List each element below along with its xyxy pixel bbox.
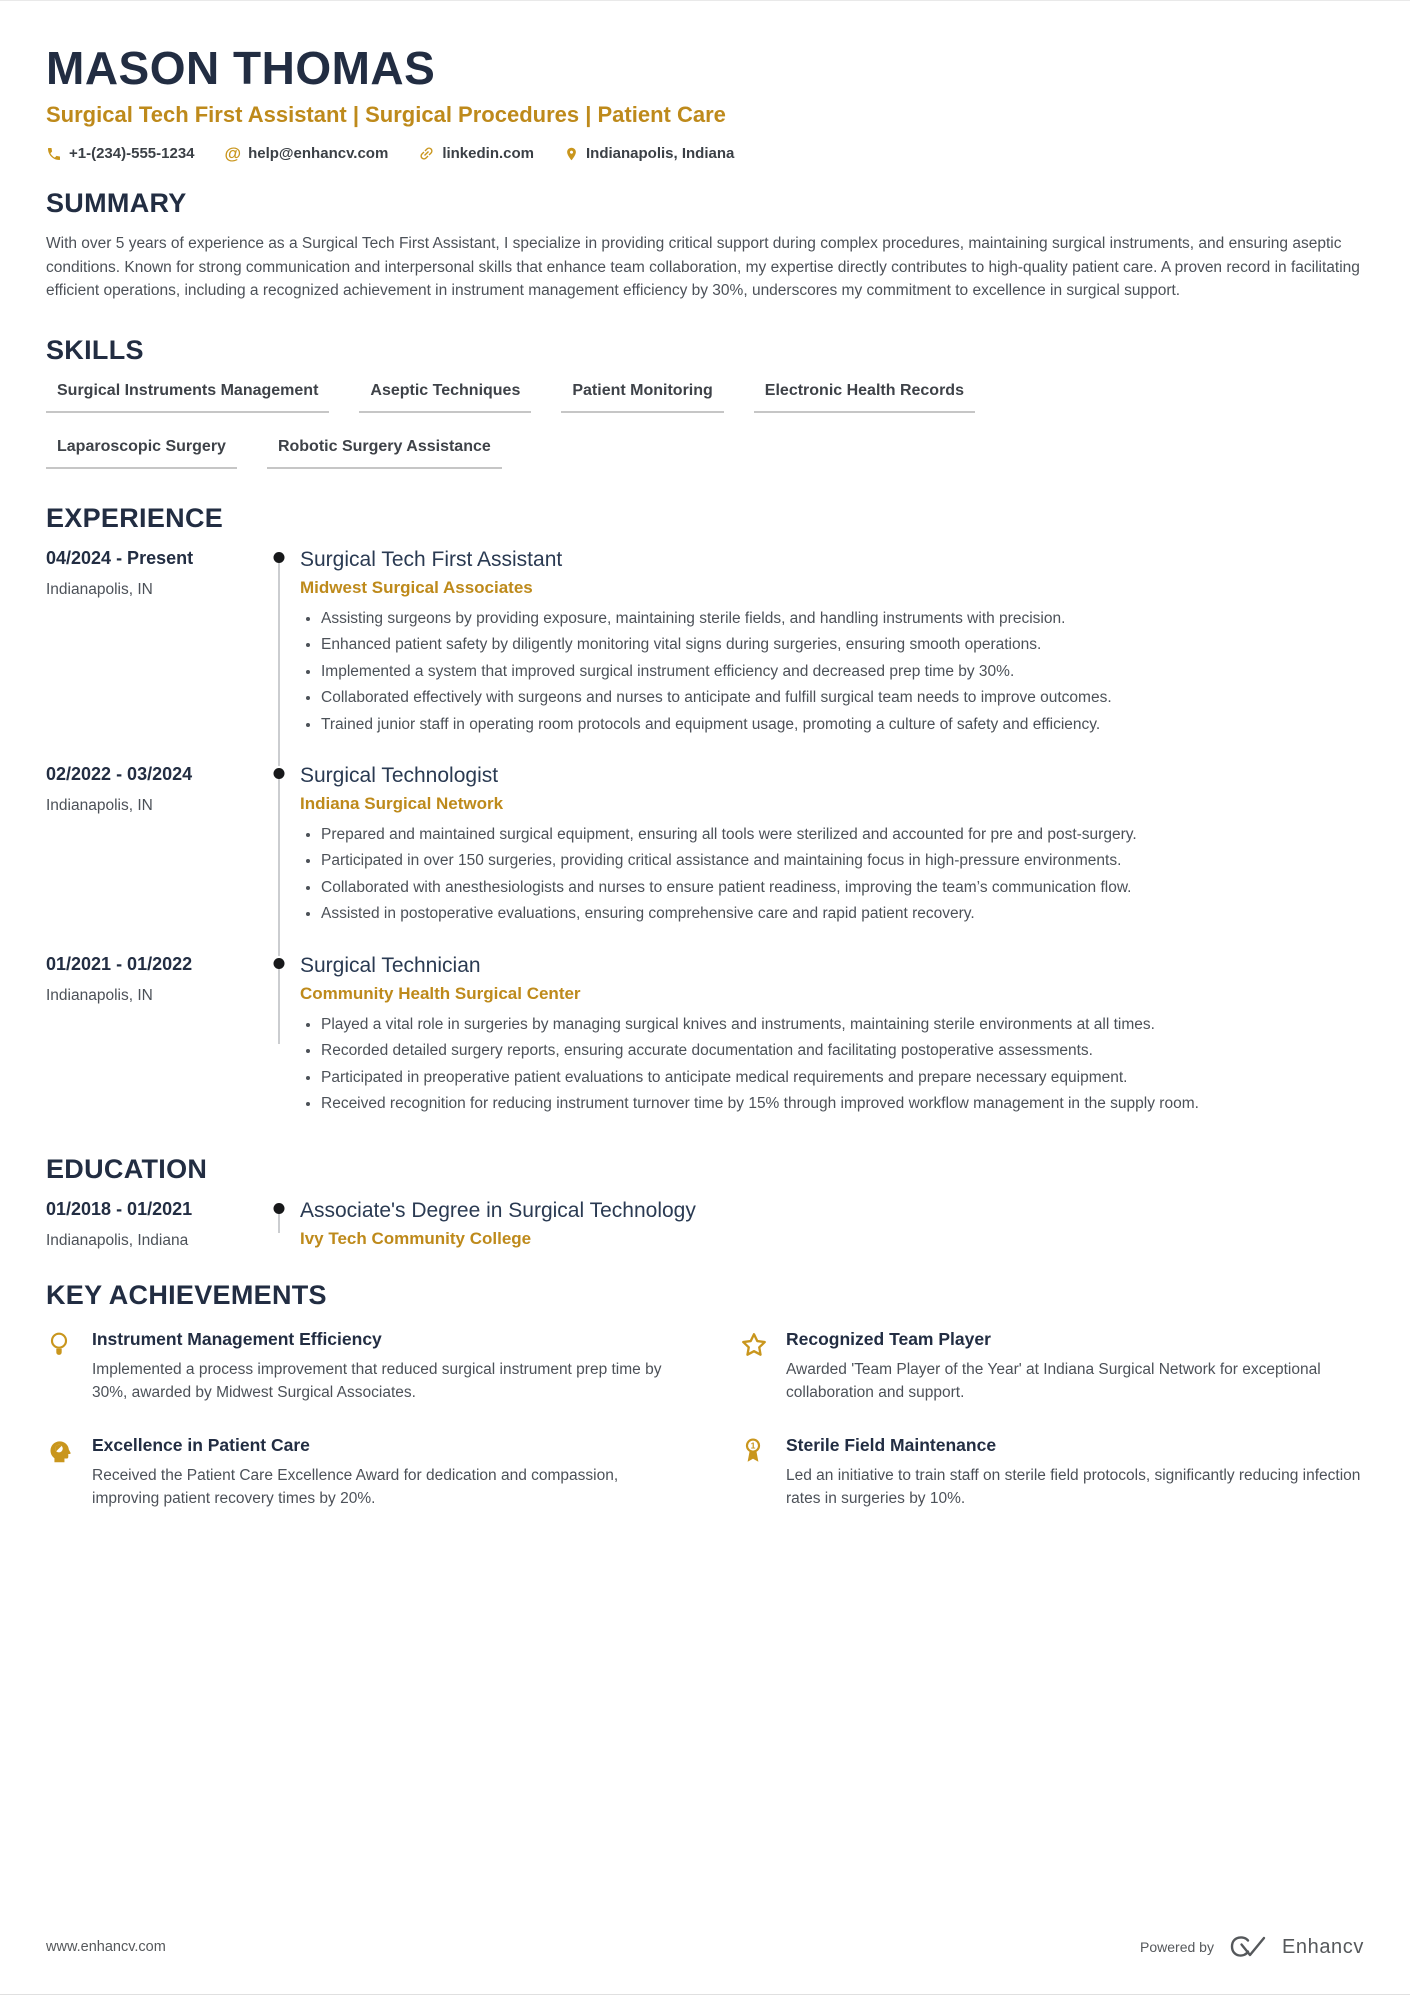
achievement-item [740, 1329, 1364, 1405]
timeline [258, 548, 300, 740]
contact-location-text: Indianapolis, Indiana [586, 145, 735, 162]
experience-dates: 01/2021 - 01/2022 [46, 953, 193, 974]
head-icon [46, 1435, 92, 1511]
education-heading: EDUCATION [46, 1153, 208, 1184]
timeline-dot [274, 958, 285, 969]
experience-heading: EXPERIENCE [46, 502, 224, 533]
bullet-item: • Recorded detailed surgery reports, ensuring accurate documentation and facilitating postoperative assessments. [321, 1040, 1364, 1062]
experience-entry [46, 548, 1364, 740]
footer-branding [1140, 1934, 1364, 1960]
job-company: Community Health Surgical Center [300, 983, 581, 1003]
person-name: MASON THOMAS [46, 42, 436, 94]
bullet-item: • Collaborated with anesthesiologists and nurses to ensure patient readiness, improving the team’s communication flow. [321, 877, 1364, 899]
achievement-title: Sterile Field Maintenance [786, 1434, 997, 1455]
job-bullets [300, 824, 1364, 926]
at-icon: @ [224, 144, 242, 163]
footer-site-link[interactable]: www.enhancv.com [46, 1939, 166, 1955]
achievement-text: Implemented a process improvement that reduced surgical instrument prep time by 30%, awarded by Midwest Surgical Associates. [92, 1360, 662, 1401]
experience-dates: 04/2024 - Present [46, 547, 194, 568]
achievement-text: Led an initiative to train staff on sterile field protocols, significantly reducing infection rates in surgeries by 10%. [786, 1466, 1361, 1507]
summary-heading: SUMMARY [46, 188, 187, 218]
achievement-title: Excellence in Patient Care [92, 1434, 310, 1455]
experience-location: Indianapolis, IN [46, 796, 153, 814]
experience-location: Indianapolis, IN [46, 986, 153, 1004]
timeline-dot [274, 768, 285, 779]
experience-detail [300, 764, 1364, 930]
education-meta [46, 1199, 258, 1250]
phone-icon [46, 146, 62, 162]
bullet-item: • Prepared and maintained surgical equipment, ensuring all tools were sterilized and accounted for pre and post-surgery. [321, 824, 1364, 846]
skill-tag: Aseptic Techniques [359, 382, 531, 413]
experience-entry [46, 954, 1364, 1120]
bullet-item: • Collaborated effectively with surgeons and nurses to anticipate and fulfill surgical team needs to improve outcomes. [321, 687, 1364, 709]
contact-email[interactable] [225, 145, 389, 162]
timeline [258, 954, 300, 1120]
experience-detail [300, 548, 1364, 740]
section-summary [46, 188, 1364, 303]
achievement-item [46, 1329, 670, 1405]
section-skills [46, 335, 1364, 469]
timeline [258, 1199, 300, 1250]
header [46, 41, 1364, 162]
skill-tag: Electronic Health Records [754, 382, 975, 413]
footer [46, 1934, 1364, 1960]
summary-text: With over 5 years of experience as a Surgical Tech First Assistant, I specialize in providing critical support during complex procedures, maintaining surgical instruments, and ensuring aseptic conditions. Known for strong communication and interpersonal skills that enhance team collaboration, my expertise directly contributes to high-quality patient care. A proven record in facilitating efficient operations, including a recognized achievement in instrument management efficiency by 30%, underscores my commitment to excellence in surgical support. [46, 235, 1360, 300]
contact-phone [46, 145, 195, 162]
skills-row [46, 438, 1364, 469]
svg-text:1: 1 [750, 1440, 756, 1451]
achievement-item [46, 1435, 670, 1511]
job-company: Midwest Surgical Associates [300, 577, 533, 597]
medal-icon [740, 1435, 786, 1511]
experience-location: Indianapolis, IN [46, 580, 153, 598]
bullet-item: • Received recognition for reducing instrument turnover time by 15% through improved workflow management in the supply room. [321, 1093, 1364, 1115]
experience-list [46, 548, 1364, 1120]
skills-row [46, 382, 1364, 413]
bullet-item: • Trained junior staff in operating room protocols and equipment usage, promoting a culture of safety and efficiency. [321, 714, 1364, 736]
experience-entry [46, 764, 1364, 930]
skill-tag: Patient Monitoring [561, 382, 723, 413]
bullet-item: • Assisted in postoperative evaluations, ensuring comprehensive care and rapid patient recovery. [321, 903, 1364, 925]
job-bullets [300, 1014, 1364, 1116]
bullet-item: • Participated in preoperative patient evaluations to anticipate medical requirements and prepare necessary equipment. [321, 1067, 1364, 1089]
bullet-item: • Enhanced patient safety by diligently monitoring vital signs during surgeries, ensuring smooth operations. [321, 634, 1364, 656]
job-title: Surgical Technologist [300, 763, 499, 787]
achievement-title: Instrument Management Efficiency [92, 1328, 382, 1349]
contact-location [564, 145, 734, 162]
achievement-item [740, 1435, 1364, 1511]
contact-row [46, 145, 1364, 162]
bullet-item: • Implemented a system that improved surgical instrument efficiency and decreased prep time by 30%. [321, 661, 1364, 683]
headline: Surgical Tech First Assistant | Surgical Procedures | Patient Care [46, 102, 726, 127]
skill-tag: Surgical Instruments Management [46, 382, 329, 413]
experience-dates: 02/2022 - 03/2024 [46, 763, 193, 784]
timeline-dot [274, 552, 285, 563]
contact-email-text[interactable]: help@enhancv.com [248, 145, 389, 162]
enhancv-logo [1228, 1934, 1268, 1960]
job-title: Surgical Technician [300, 953, 481, 977]
timeline [258, 764, 300, 930]
lightbulb-icon [46, 1329, 92, 1405]
bullet-item: • Played a vital role in surgeries by managing surgical knives and instruments, maintaining sterile environments at all times. [321, 1014, 1364, 1036]
skill-tag: Laparoscopic Surgery [46, 438, 237, 469]
bullet-item: • Participated in over 150 surgeries, providing critical assistance and maintaining focus in high-pressure environments. [321, 850, 1364, 872]
education-entry [46, 1199, 1364, 1250]
education-location: Indianapolis, Indiana [46, 1231, 189, 1249]
link-icon [418, 145, 435, 162]
achievement-body [786, 1329, 1364, 1405]
location-icon [564, 146, 579, 162]
achievement-body [92, 1329, 670, 1405]
school-name: Ivy Tech Community College [300, 1228, 532, 1248]
section-achievements [46, 1280, 1364, 1511]
education-detail [300, 1199, 1364, 1250]
experience-detail [300, 954, 1364, 1120]
skill-tag: Robotic Surgery Assistance [267, 438, 502, 469]
timeline-dot [274, 1203, 285, 1214]
education-list [46, 1199, 1364, 1250]
skills-list [46, 382, 1364, 469]
job-title: Surgical Tech First Assistant [300, 547, 563, 571]
contact-link[interactable] [418, 145, 534, 162]
degree-title: Associate's Degree in Surgical Technology [300, 1198, 696, 1222]
skills-heading: SKILLS [46, 334, 144, 365]
job-bullets [300, 608, 1364, 736]
star-icon [740, 1329, 786, 1405]
job-company: Indiana Surgical Network [300, 793, 504, 813]
experience-meta [46, 764, 258, 930]
achievement-text: Received the Patient Care Excellence Award for dedication and compassion, improving patient recovery times by 20%. [92, 1466, 619, 1507]
powered-by-label: Powered by [1140, 1939, 1214, 1955]
bullet-item: • Assisting surgeons by providing exposure, maintaining sterile fields, and handling instruments with precision. [321, 608, 1364, 630]
achievement-text: Awarded 'Team Player of the Year' at Indiana Surgical Network for exceptional collaboration and support. [786, 1360, 1321, 1401]
education-dates: 01/2018 - 01/2021 [46, 1198, 193, 1219]
achievement-body [786, 1435, 1364, 1511]
experience-meta [46, 954, 258, 1120]
brand-name: Enhancv [1281, 1935, 1364, 1958]
contact-phone-text: +1-(234)-555-1234 [69, 145, 195, 162]
section-experience [46, 503, 1364, 1120]
section-education [46, 1154, 1364, 1250]
achievement-title: Recognized Team Player [786, 1328, 991, 1349]
achievements-heading: KEY ACHIEVEMENTS [46, 1279, 327, 1310]
achievements-grid [46, 1329, 1364, 1511]
contact-link-text[interactable]: linkedin.com [442, 145, 534, 162]
experience-meta [46, 548, 258, 740]
achievement-body [92, 1435, 670, 1511]
